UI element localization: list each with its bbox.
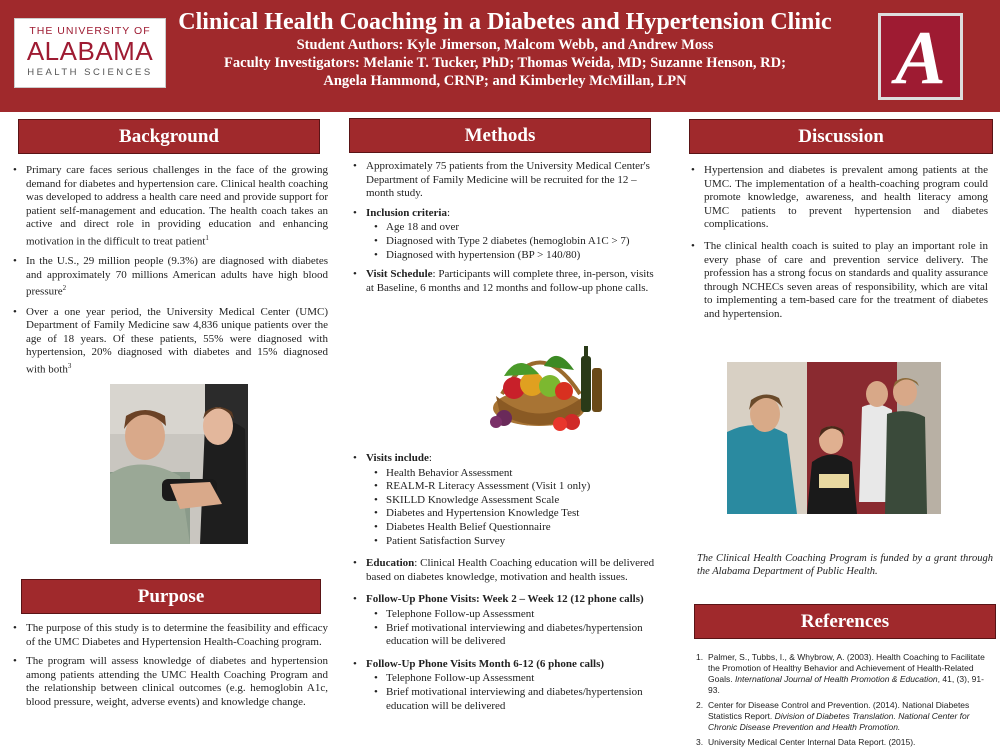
poster-title: Clinical Health Coaching in a Diabetes and Hypertension Clinic — [178, 9, 832, 35]
purpose-point-1: • The purpose of this study is to determine the feasibility and efficacy of the UMC Diabetes and Hypertension Health-Coaching program. — [10, 622, 328, 649]
logo-line-1: THE UNIVERSITY OF — [29, 25, 151, 37]
methods-body-bottom — [350, 452, 660, 719]
followup-item: • Telephone Follow-up Assessment — [366, 608, 660, 622]
logo-line-3: HEALTH SCIENCES — [27, 67, 153, 78]
visit-item: • Health Behavior Assessment — [366, 467, 660, 481]
methods-body-top — [350, 160, 660, 301]
background-body — [10, 164, 328, 383]
visit-item: • SKILLD Knowledge Assessment Scale — [366, 494, 660, 508]
inclusion-item: • Age 18 and over — [366, 221, 660, 235]
reference-1: 1. Palmer, S., Tubbs, I., & Whybrow, A. (2003). Health Coaching to Facilitate the Promotion of Healthy Behavior and Achievement of Health-Related Goals. International Journal of Health Promotion & Education, 41, (3), 91-93. — [696, 652, 985, 695]
fruit-basket-photo — [484, 336, 608, 434]
methods-inclusion: • Inclusion criteria: • Age 18 and over • Diagnosed with Type 2 diabetes (hemoglobin A1C > 7) • Diagnosed with hypertension (BP > 140/80) — [350, 207, 660, 262]
script-a-logo: A — [878, 13, 963, 100]
bp-check-photo — [110, 384, 248, 544]
visit-item: • Diabetes and Hypertension Knowledge Test — [366, 507, 660, 521]
discussion-body — [688, 164, 988, 328]
methods-heading: Methods — [349, 118, 651, 153]
inclusion-item: • Diagnosed with Type 2 diabetes (hemoglobin A1C > 7) — [366, 235, 660, 249]
logo-line-2: ALABAMA — [26, 36, 154, 66]
visit-item: • Diabetes Health Belief Questionnaire — [366, 521, 660, 535]
inclusion-item: • Diagnosed with hypertension (BP > 140/80) — [366, 249, 660, 263]
purpose-heading: Purpose — [21, 579, 321, 614]
methods-followup-2: • Follow-Up Phone Visits Month 6-12 (6 phone calls) • Telephone Follow-up Assessment • Brief motivational interviewing and diabetes/hypertension education will be delivered — [350, 658, 660, 713]
background-point-3: • Over a one year period, the University Medical Center (UMC) Department of Family Medicine saw 4,836 unique patients over the age of 18 years. Of these patients, 55% were diagnosed with hypertension, 20% diagnosed with diabetes and 15% diagnosed with both$^3$ — [10, 306, 328, 378]
methods-visit-schedule: • Visit Schedule: Participants will complete three, in-person, visits at Baseline, 6 months and 12 months and follow-up phone calls. — [350, 268, 660, 295]
purpose-point-2: • The program will assess knowledge of diabetes and hypertension among patients attending the UMC Health Coaching Program and the relationship between clinical outcomes (e.g. hemoglobin A1c, blood pressure, weight, adverse events) and knowledge change. — [10, 655, 328, 709]
references-list — [696, 652, 992, 750]
title-block — [175, 8, 835, 90]
discussion-heading: Discussion — [689, 119, 993, 154]
methods-recruitment: • Approximately 75 patients from the University Medical Center's Department of Family Medicine will be recruited for the 12 – month study. — [350, 160, 660, 201]
reference-2: 2. Center for Disease Control and Prevention. (2014). National Diabetes Statistics Report. Division of Diabetes Translation. National Center for Chronic Disease Prevention and Health Promotion. — [696, 700, 970, 732]
background-point-2: • In the U.S., 29 million people (9.3%) are diagnosed with diabetes and approximately 70 millions American adults have high blood pressure$^2$ — [10, 255, 328, 299]
visit-item: • Patient Satisfaction Survey — [366, 535, 660, 549]
reference-3: 3. University Medical Center Internal Data Report. (2015). — [696, 737, 916, 747]
methods-education: • Education: Clinical Health Coaching education will be delivered based on diabetes knowledge, motivation and health issues. — [350, 557, 660, 584]
faculty-line-2: Angela Hammond, CRNP; and Kimberley McMillan, LPN — [323, 73, 687, 89]
background-heading: Background — [18, 119, 320, 154]
faculty-line-1: Faculty Investigators: Melanie T. Tucker, PhD; Thomas Weida, MD; Suzanne Henson, RD; — [224, 55, 786, 71]
methods-followup-1: • Follow-Up Phone Visits: Week 2 – Week 12 (12 phone calls) • Telephone Follow-up Assessment • Brief motivational interviewing and diabetes/hypertension education will be delivered — [350, 593, 660, 648]
background-point-1: • Primary care faces serious challenges in the face of the growing demand for diabetes and hypertension care. Clinical health coaching was developed to address a health care need and provide support for patient self-management and education. The health coach takes an active and direct role in providing education and enhancing motivation in the difficult to treat patient$^1$ — [10, 164, 328, 249]
purpose-body — [10, 622, 328, 716]
discussion-point-1: • Hypertension and diabetes is prevalent among patients at the UMC. The implementation of a health-coaching program could promote knowledge, awareness, and health literacy among UMC patients to prevent hypertension and diabetes complications. — [688, 164, 988, 232]
funding-note: The Clinical Health Coaching Program is funded by a grant through the Alabama Department of Public Health. — [697, 553, 993, 577]
poster-header — [0, 0, 1000, 112]
followup-item: • Brief motivational interviewing and diabetes/hypertension education will be delivered — [366, 686, 660, 713]
references-heading: References — [694, 604, 996, 639]
university-logo — [14, 18, 166, 88]
discussion-point-2: • The clinical health coach is suited to play an important role in every phase of care and prevention service delivery. The profession has a strong focus on standards and quality assurance through NCHECs seven areas of responsibility, which are vital to implementing a tem-based care for the treatment of diabetes and hypertension. — [688, 240, 988, 322]
student-authors: Student Authors: Kyle Jimerson, Malcom Webb, and Andrew Moss — [296, 37, 714, 53]
followup-item: • Brief motivational interviewing and diabetes/hypertension education will be delivered — [366, 622, 660, 649]
coaching-session-photo — [727, 362, 941, 514]
visit-item: • REALM-R Literacy Assessment (Visit 1 only) — [366, 480, 660, 494]
followup-item: • Telephone Follow-up Assessment — [366, 672, 660, 686]
methods-visits-include: • Visits include: • Health Behavior Assessment • REALM-R Literacy Assessment (Visit 1 only) • SKILLD Knowledge Assessment Scale • Diabetes and Hypertension Knowledge Test • Diabetes Health Belief Questionnaire • Patient Satisfaction Survey — [350, 452, 660, 548]
